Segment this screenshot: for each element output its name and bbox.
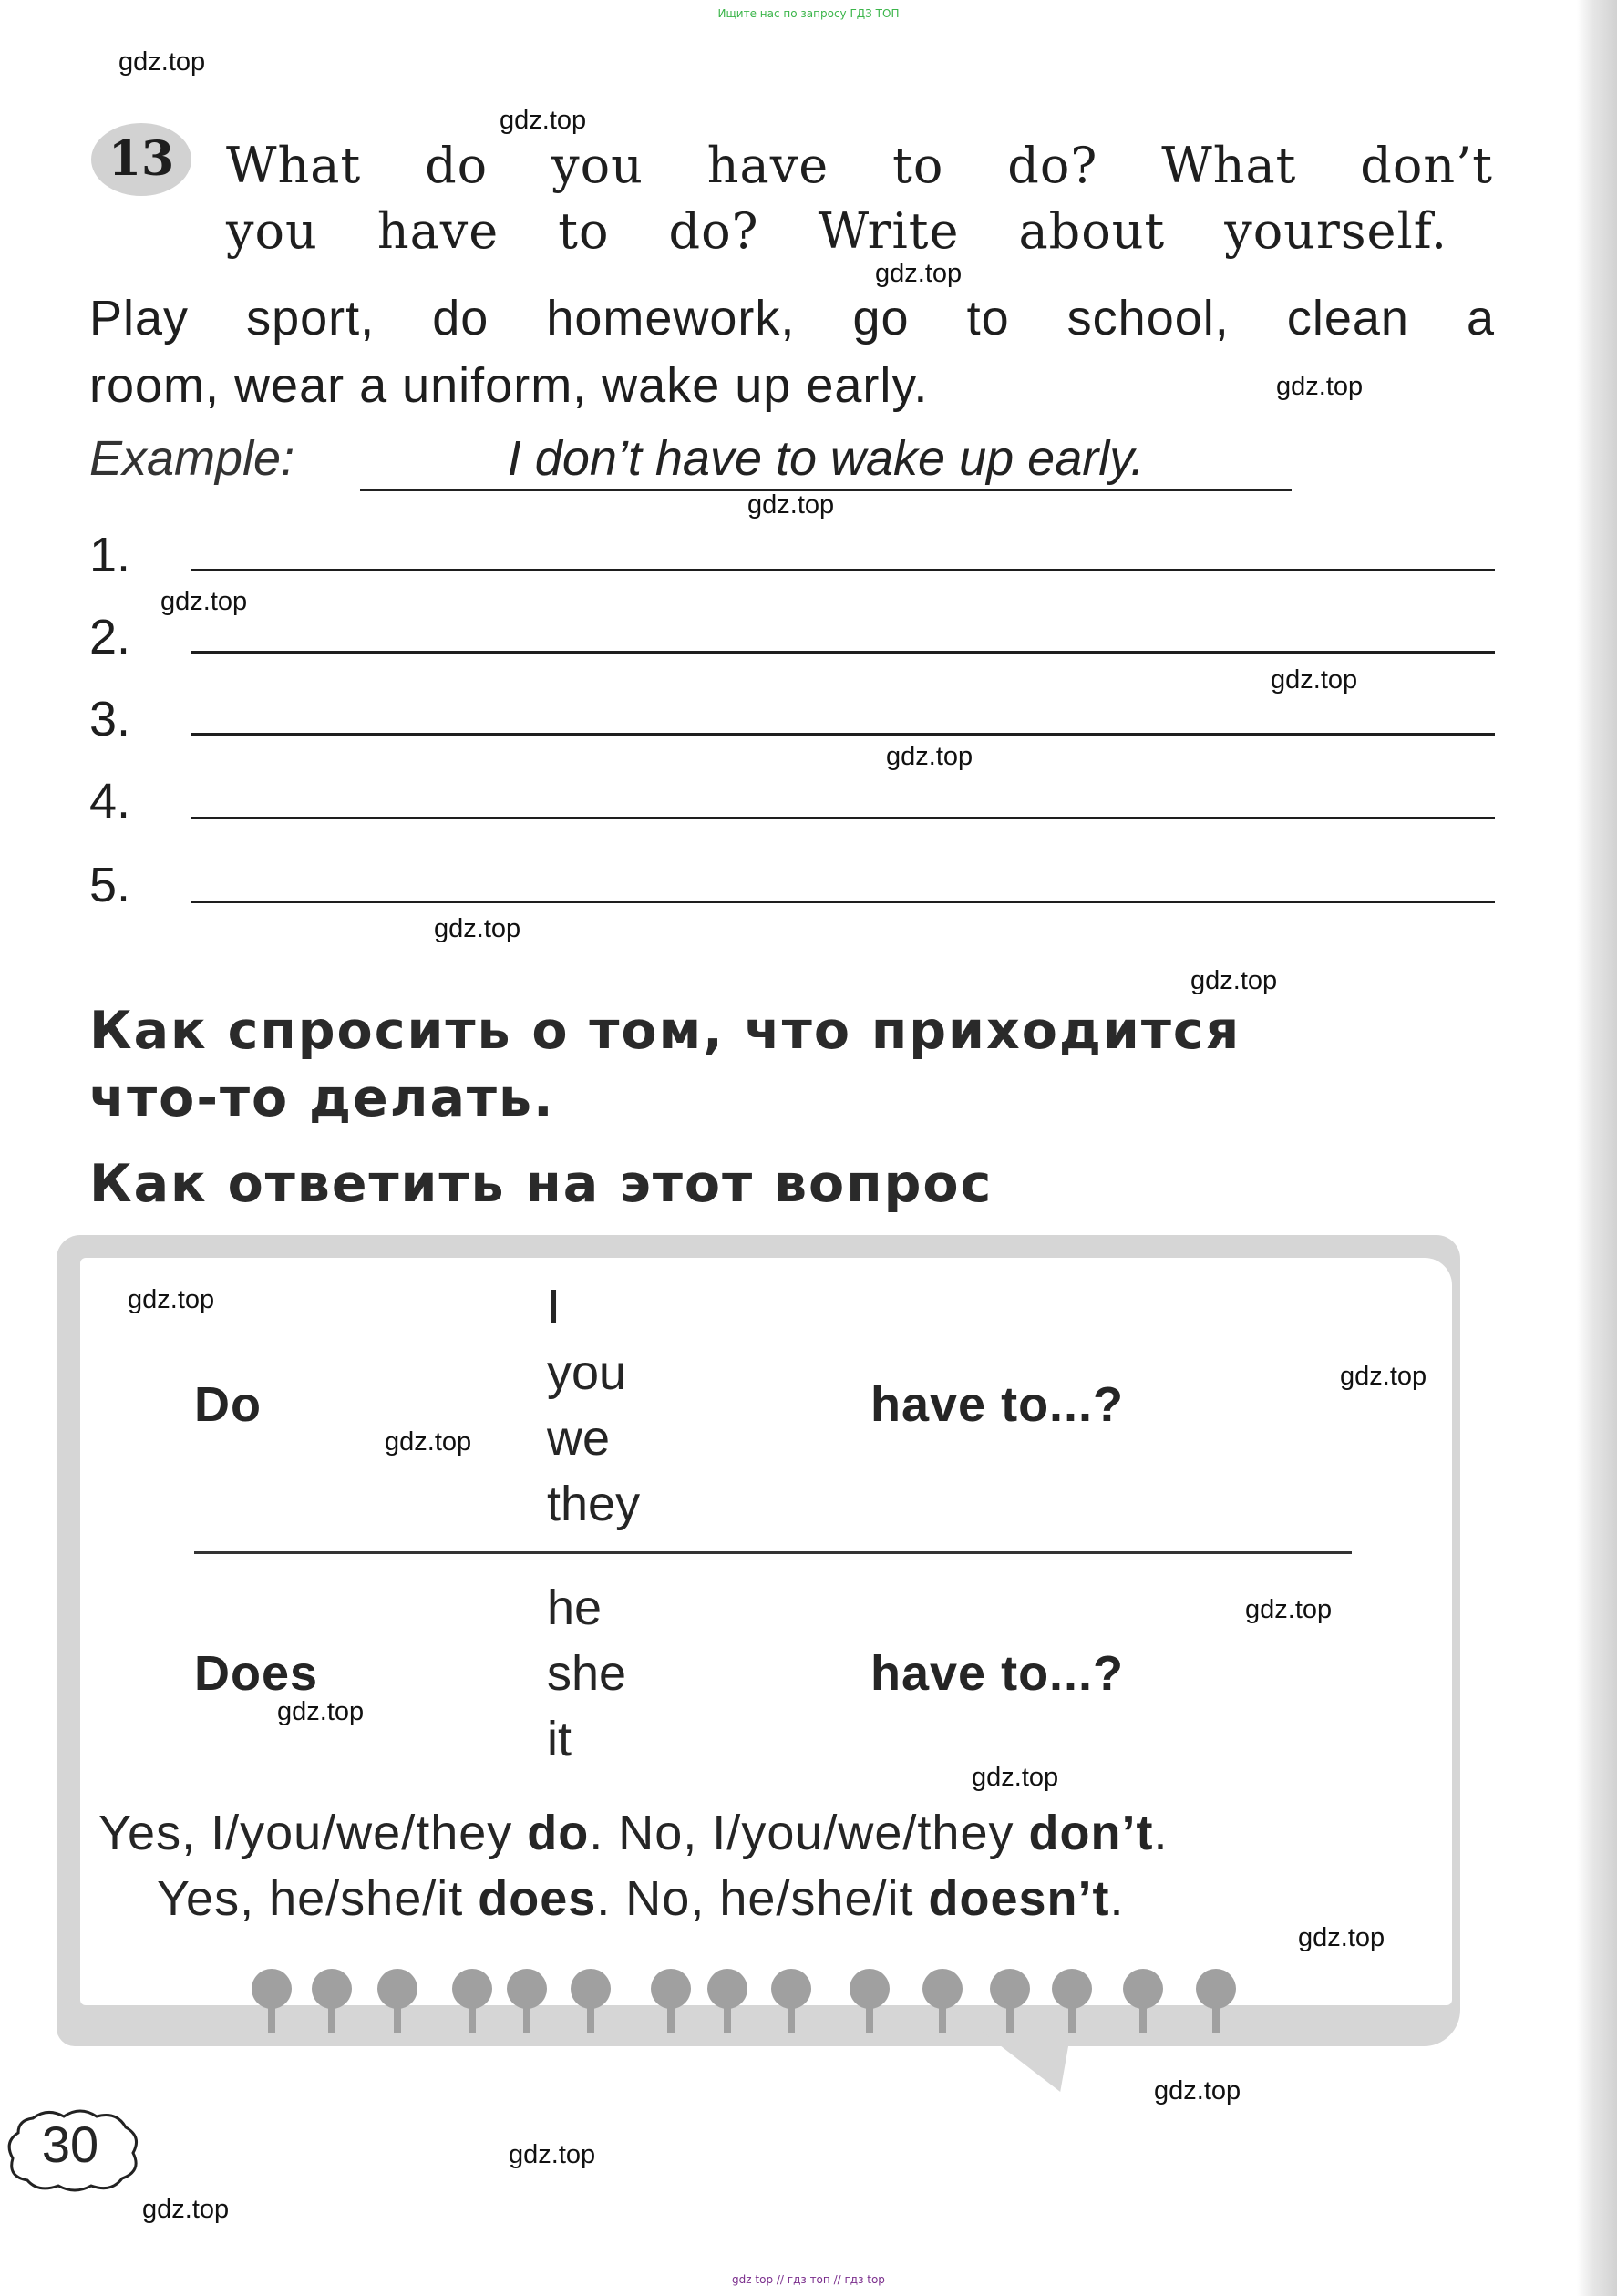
decor-dot <box>850 1969 890 2009</box>
watermark: gdz.top <box>277 1697 365 1726</box>
answer-line-4[interactable] <box>191 817 1495 819</box>
decor-dot <box>507 1969 547 2009</box>
page-edge-shadow <box>1577 0 1617 2296</box>
does-pronoun-list <box>547 1575 626 1772</box>
decor-dot <box>1052 1969 1092 2009</box>
answer-number-1: 1. <box>89 528 131 582</box>
answer-number-3: 3. <box>89 692 131 746</box>
answer-line-5[interactable] <box>191 901 1495 903</box>
decor-dot <box>377 1969 417 2009</box>
answer-line-2[interactable] <box>191 651 1495 654</box>
watermark: gdz.top <box>509 2140 596 2169</box>
do-pronoun: we <box>547 1411 611 1466</box>
watermark: gdz.top <box>160 587 248 616</box>
do-word: Do <box>194 1377 262 1432</box>
exercise-prompt-line-1: Play sport, do homework, go to school, clean a <box>89 291 1495 345</box>
watermark: gdz.top <box>747 490 835 520</box>
decor-dot <box>452 1969 492 2009</box>
do-pronoun-list <box>547 1274 640 1537</box>
answer-number-5: 5. <box>89 858 131 912</box>
watermark: gdz.top <box>1190 966 1278 995</box>
answer-line-1[interactable] <box>191 569 1495 571</box>
answer1-end: . <box>1153 1806 1169 1860</box>
decor-dot <box>922 1969 963 2009</box>
short-answer-line-1 <box>98 1805 1168 1861</box>
does-pronoun: it <box>547 1712 572 1766</box>
short-answer-line-2 <box>157 1870 1125 1927</box>
watermark: gdz.top <box>1340 1362 1427 1391</box>
watermark: gdz.top <box>972 1763 1059 1792</box>
answer2-yes: Yes, he/she/it <box>157 1871 479 1926</box>
decor-dot <box>571 1969 611 2009</box>
does-word: Does <box>194 1646 319 1701</box>
answer1-no-verb: don’t <box>1028 1806 1154 1860</box>
example-answer: I don’t have to wake up early. <box>360 430 1292 491</box>
watermark: gdz.top <box>1271 665 1358 695</box>
exercise-number-badge: 13 <box>91 123 191 196</box>
answer-number-2: 2. <box>89 610 131 664</box>
watermark: gdz.top <box>875 259 963 288</box>
watermark: gdz.top <box>1154 2076 1241 2106</box>
decor-dot <box>252 1969 292 2009</box>
watermark: gdz.top <box>1276 372 1364 401</box>
answer2-yes-verb: does <box>478 1871 597 1926</box>
decor-dot <box>1196 1969 1236 2009</box>
decor-dot <box>312 1969 352 2009</box>
grammar-heading-line-2: что-то делать. <box>89 1068 555 1128</box>
answer-line-3[interactable] <box>191 733 1495 736</box>
answer-number-4: 4. <box>89 774 131 829</box>
answer1-no: . No, I/you/we/they <box>589 1806 1029 1860</box>
watermark: gdz.top <box>128 1285 215 1314</box>
footer-note: gdz top // гдз топ // гдз top <box>732 2273 885 2286</box>
answer1-yes: Yes, I/you/we/they <box>98 1806 528 1860</box>
watermark: gdz.top <box>500 106 587 135</box>
grammar-heading-line-1: Как спросить о том, что приходится <box>89 1001 1241 1061</box>
watermark: gdz.top <box>434 914 521 943</box>
decor-dot <box>651 1969 691 2009</box>
watermark: gdz.top <box>1298 1923 1385 1952</box>
watermark: gdz.top <box>886 742 973 771</box>
exercise-title-line-1: What do you have to do? What don’t <box>226 137 1493 194</box>
search-hint: Ищите нас по запросу ГДЗ ТОП <box>717 7 900 20</box>
example-label: Example: <box>89 431 295 486</box>
does-pronoun: he <box>547 1580 603 1635</box>
watermark: gdz.top <box>118 47 206 77</box>
decor-dot <box>707 1969 747 2009</box>
answer2-no-verb: doesn’t <box>928 1871 1110 1926</box>
decor-dot <box>1123 1969 1163 2009</box>
grammar-divider <box>194 1551 1352 1554</box>
decor-dot <box>771 1969 811 2009</box>
page-number: 30 <box>41 2116 99 2173</box>
answer2-end: . <box>1109 1871 1125 1926</box>
do-pronoun: you <box>547 1345 627 1400</box>
answer2-no: . No, he/she/it <box>596 1871 929 1926</box>
have-to-question-1: have to...? <box>870 1377 1125 1432</box>
do-pronoun: I <box>547 1280 561 1334</box>
have-to-question-2: have to...? <box>870 1646 1125 1701</box>
does-pronoun: she <box>547 1646 627 1701</box>
exercise-title-line-2: you have to do? Write about yourself. <box>226 202 1447 260</box>
watermark: gdz.top <box>385 1427 472 1457</box>
watermark: gdz.top <box>1245 1595 1333 1624</box>
grammar-heading-line-3: Как ответить на этот вопрос <box>89 1154 994 1214</box>
watermark: gdz.top <box>142 2195 230 2224</box>
exercise-prompt-line-2: room, wear a uniform, wake up early. <box>89 358 929 413</box>
decor-dot <box>990 1969 1030 2009</box>
answer1-yes-verb: do <box>527 1806 590 1860</box>
do-pronoun: they <box>547 1477 641 1531</box>
